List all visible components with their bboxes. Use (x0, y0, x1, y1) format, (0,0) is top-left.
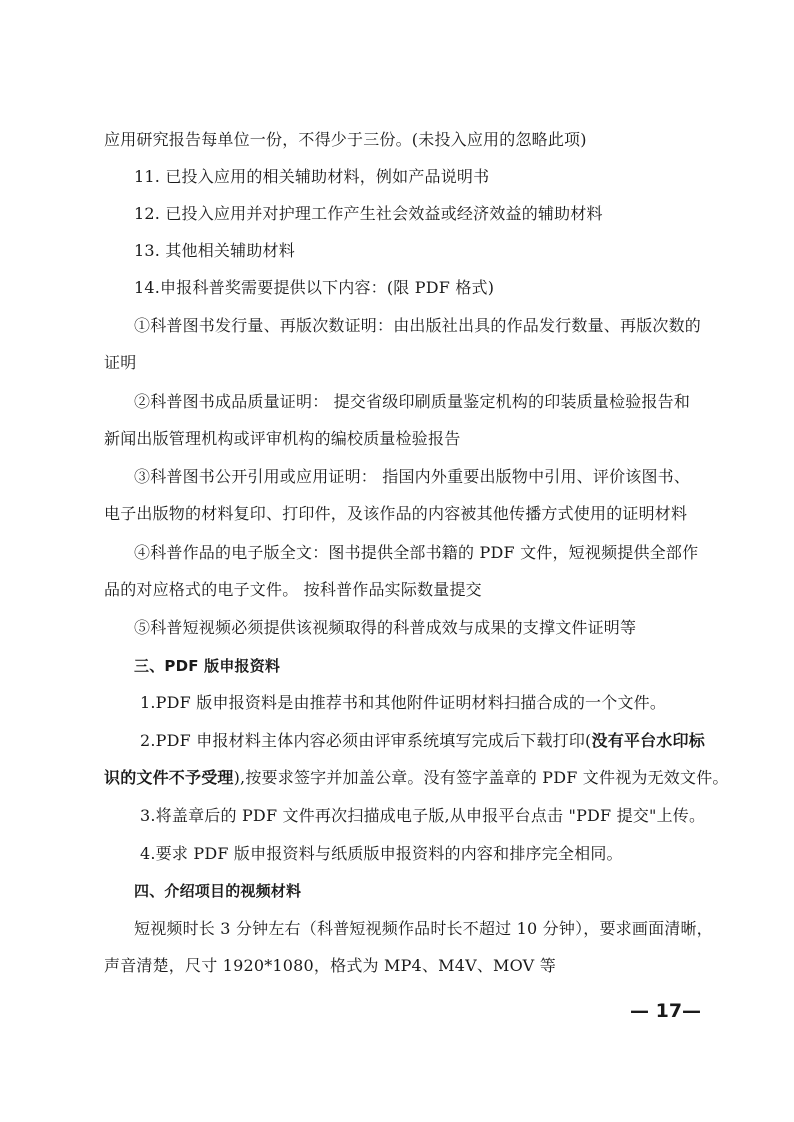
pdf-item-4: 4.要求 PDF 版申报资料与纸质版申报资料的内容和排序完全相同。 (140, 844, 623, 863)
sub-item-2: ②科普图书成品质量证明： 提交省级印刷质量鉴定机构的印装质量检验报告和 (134, 392, 691, 411)
pdf-item-2-cont-bold: 识的文件不予受理 (104, 768, 234, 787)
sub-item-1-cont: 证明 (104, 353, 137, 372)
section-heading-4: 四、介绍项目的视频材料 (134, 882, 302, 900)
section-heading-3: 三、PDF 版申报资料 (134, 657, 281, 675)
pdf-item-1: 1.PDF 版申报资料是由推荐书和其他附件证明材料扫描合成的一个文件。 (140, 693, 667, 712)
list-item-13: 13. 其他相关辅助材料 (134, 241, 295, 260)
pdf-item-2-text: 2.PDF 申报材料主体内容必须由评审系统填写完成后下载打印( (140, 731, 592, 750)
sub-item-3-cont: 电子出版物的材料复印、打印件，及该作品的内容被其他传播方式使用的证明材料 (104, 504, 688, 523)
pdf-item-2-bold: 没有平台水印标 (591, 731, 705, 750)
pdf-item-2 (140, 730, 740, 752)
sub-item-2-cont: 新闻出版管理机构或评审机构的编校质量检验报告 (104, 429, 461, 448)
sub-item-3: ③科普图书公开引用或应用证明： 指国内外重要出版物中引用、评价该图书、 (134, 467, 691, 486)
sub-item-1: ①科普图书发行量、再版次数证明：由出版社出具的作品发行数量、再版次数的 (134, 316, 702, 335)
list-item-14: 14.申报科普奖需要提供以下内容：(限 PDF 格式) (134, 278, 495, 297)
pdf-item-2-cont-text: ),按要求签字并加盖公章。没有签字盖章的 PDF 文件视为无效文件。 (233, 768, 729, 787)
page-number: — 17— (630, 1000, 702, 1022)
sub-item-5: ⑤科普短视频必须提供该视频取得的科普成效与成果的支撑文件证明等 (134, 618, 637, 637)
list-item-12: 12. 已投入应用并对护理工作产生社会效益或经济效益的辅助材料 (134, 204, 603, 223)
pdf-item-3: 3.将盖章后的 PDF 文件再次扫描成电子版,从申报平台点击 "PDF 提交"上传。 (140, 806, 706, 825)
sub-item-4-cont: 品的对应格式的电子文件。 按科普作品实际数量提交 (104, 580, 482, 599)
paragraph-line: 应用研究报告每单位一份，不得少于三份。(未投入应用的忽略此项) (104, 130, 587, 149)
video-paragraph: 短视频时长 3 分钟左右（科普短视频作品时长不超过 10 分钟），要求画面清晰， (134, 919, 713, 938)
list-item-11: 11. 已投入应用的相关辅助材料，例如产品说明书 (134, 167, 490, 186)
video-paragraph-cont: 声音清楚，尺寸 1920*1080，格式为 MP4、M4V、MOV 等 (104, 956, 556, 975)
sub-item-4: ④科普作品的电子版全文：图书提供全部书籍的 PDF 文件，短视频提供全部作 (134, 543, 699, 562)
pdf-item-2-cont (104, 767, 729, 789)
